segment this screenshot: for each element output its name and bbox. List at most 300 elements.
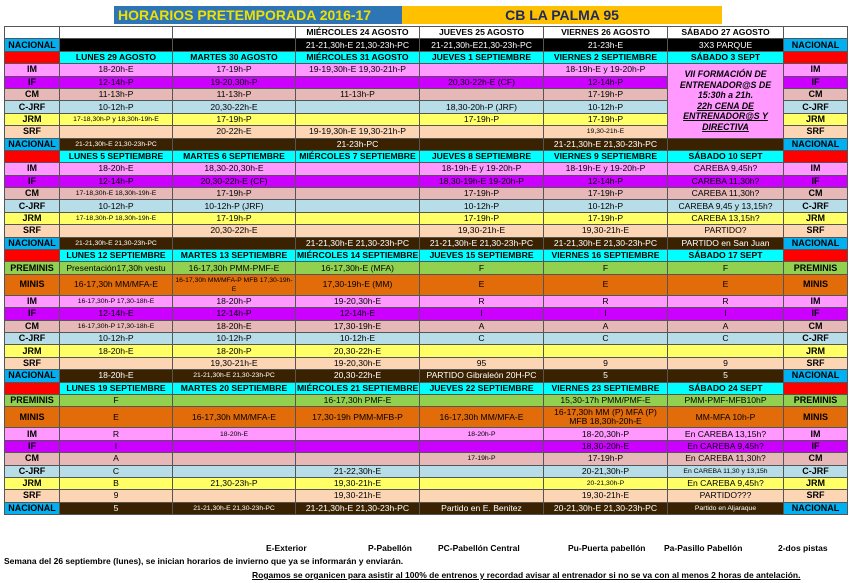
team-label: IM bbox=[5, 295, 60, 307]
team-label: NACIONAL bbox=[5, 237, 60, 249]
schedule-cell: 17-19h-P bbox=[173, 212, 296, 224]
team-label bbox=[784, 150, 848, 162]
schedule-cell: 20-21,30h-P bbox=[544, 477, 668, 489]
schedule-cell bbox=[420, 394, 544, 406]
schedule-cell: 10-12h-P bbox=[60, 101, 173, 113]
schedule-cell: 21-23h-PC bbox=[296, 138, 420, 150]
legend-item: E-Exterior bbox=[266, 543, 307, 553]
schedule-cell: I bbox=[420, 308, 544, 320]
schedule-cell bbox=[296, 188, 420, 200]
schedule-cell: 20,30-22h-E bbox=[173, 225, 296, 237]
schedule-row bbox=[5, 308, 848, 320]
schedule-cell: 18-20h-P bbox=[173, 295, 296, 307]
team-label: CM bbox=[5, 453, 60, 465]
team-label bbox=[5, 382, 60, 394]
schedule-cell: 10-12h-P bbox=[60, 200, 173, 212]
schedule-cell: En CAREBA 9,45h? bbox=[668, 477, 784, 489]
schedule-cell: 19,30-21h-E bbox=[173, 357, 296, 369]
team-label: CM bbox=[5, 320, 60, 332]
schedule-cell: C bbox=[544, 332, 668, 344]
schedule-cell: 19-20,30h-E bbox=[296, 295, 420, 307]
schedule-cell: I bbox=[60, 440, 173, 452]
schedule-row bbox=[5, 332, 848, 344]
note-line: 15:30h a 21h. bbox=[697, 90, 754, 101]
schedule-cell: LUNES 12 SEPTIEMBRE bbox=[60, 250, 173, 262]
schedule-cell: E bbox=[60, 407, 173, 428]
schedule-cell bbox=[420, 88, 544, 100]
schedule-cell: 18,30-20h-E bbox=[544, 440, 668, 452]
schedule-cell: 21-21,30h-E21,30-23h-PC bbox=[420, 39, 544, 51]
schedule-row bbox=[5, 453, 848, 465]
team-label bbox=[784, 27, 848, 39]
schedule-cell bbox=[296, 113, 420, 125]
schedule-row bbox=[5, 407, 848, 428]
schedule-row bbox=[5, 138, 848, 150]
schedule-cell: 18-20h-P bbox=[420, 428, 544, 440]
schedule-cell: 18-20,30h-P bbox=[544, 428, 668, 440]
note-line: ENTRENADOR@S DE bbox=[679, 79, 772, 90]
team-label: JRM bbox=[784, 345, 848, 357]
schedule-cell: 20,30-22h-E (CF) bbox=[420, 76, 544, 88]
schedule-row bbox=[5, 200, 848, 212]
schedule-cell: 21-21,30h-E 21,30-23h-PC bbox=[173, 502, 296, 514]
team-label: JRM bbox=[784, 212, 848, 224]
schedule-cell: CAREBA 11,30h? bbox=[668, 188, 784, 200]
schedule-row bbox=[5, 163, 848, 175]
schedule-cell: 10-12h-P bbox=[544, 200, 668, 212]
team-label bbox=[5, 150, 60, 162]
team-label: NACIONAL bbox=[5, 39, 60, 51]
schedule-cell: 17,30-19h PMM-MFB-P bbox=[296, 407, 420, 428]
schedule-cell: I bbox=[668, 308, 784, 320]
schedule-cell: 17-19h-P bbox=[420, 453, 544, 465]
team-label: CM bbox=[5, 188, 60, 200]
schedule-cell: F bbox=[60, 394, 173, 406]
schedule-cell: 18-20h-P bbox=[173, 345, 296, 357]
schedule-cell: 17-18,30h-P 18,30h-19h-E bbox=[60, 212, 173, 224]
team-label: IM bbox=[784, 428, 848, 440]
note-line: 22h CENA DE bbox=[697, 100, 754, 111]
schedule-cell: R bbox=[60, 428, 173, 440]
schedule-cell bbox=[173, 453, 296, 465]
schedule-cell bbox=[60, 225, 173, 237]
schedule-cell: 16-17,30h-P 17,30-18h-E bbox=[60, 295, 173, 307]
team-label: CM bbox=[784, 453, 848, 465]
legend bbox=[4, 543, 847, 555]
schedule-table bbox=[4, 26, 848, 515]
schedule-cell bbox=[296, 428, 420, 440]
schedule-cell: 21,30-23h-P bbox=[173, 477, 296, 489]
team-label bbox=[784, 51, 848, 63]
schedule-cell: 21-21,30h-E 21,30-23h-PC bbox=[296, 237, 420, 249]
schedule-cell: E bbox=[668, 274, 784, 295]
schedule-row bbox=[5, 382, 848, 394]
schedule-row bbox=[5, 320, 848, 332]
team-label: SRF bbox=[5, 490, 60, 502]
team-label: IF bbox=[784, 308, 848, 320]
legend-item: P-Pabellón bbox=[368, 543, 412, 553]
schedule-cell: LUNES 19 SEPTIEMBRE bbox=[60, 382, 173, 394]
schedule-cell: MM-MFA 10h-P bbox=[668, 407, 784, 428]
schedule-cell: 12-14h-P bbox=[60, 76, 173, 88]
team-label: SRF bbox=[5, 225, 60, 237]
schedule-cell: 17-19h-P bbox=[544, 453, 668, 465]
schedule-cell: 19,30-21h-E bbox=[296, 477, 420, 489]
schedule-cell: F bbox=[420, 262, 544, 274]
schedule-cell: C bbox=[668, 332, 784, 344]
coach-training-note bbox=[668, 64, 784, 138]
schedule-row bbox=[5, 39, 848, 51]
schedule-cell bbox=[60, 357, 173, 369]
schedule-cell: JUEVES 25 AGOSTO bbox=[420, 27, 544, 39]
team-label: JRM bbox=[5, 477, 60, 489]
schedule-cell: E bbox=[544, 274, 668, 295]
schedule-row bbox=[5, 237, 848, 249]
schedule-row bbox=[5, 150, 848, 162]
schedule-cell bbox=[296, 200, 420, 212]
schedule-cell: 16-17,30h PMM-PMF-E bbox=[173, 262, 296, 274]
team-label: IF bbox=[5, 76, 60, 88]
schedule-cell: 17,30-19h-E bbox=[296, 320, 420, 332]
schedule-cell: 18-20h-E bbox=[60, 345, 173, 357]
schedule-row bbox=[5, 175, 848, 187]
schedule-cell bbox=[296, 212, 420, 224]
team-label: CM bbox=[5, 88, 60, 100]
team-label: IM bbox=[784, 295, 848, 307]
team-label: C-JRF bbox=[784, 200, 848, 212]
schedule-cell: 21-21,30h-E 21,30-23h-PC bbox=[60, 237, 173, 249]
team-label: CM bbox=[784, 88, 848, 100]
team-label: JRM bbox=[784, 113, 848, 125]
team-label: IF bbox=[784, 76, 848, 88]
schedule-row bbox=[5, 51, 848, 63]
schedule-cell: 18-19h-E y 19-20h-P bbox=[544, 64, 668, 76]
team-label: SRF bbox=[5, 357, 60, 369]
schedule-row bbox=[5, 27, 848, 39]
schedule-cell: 5 bbox=[668, 370, 784, 382]
schedule-cell: LUNES 29 AGOSTO bbox=[60, 51, 173, 63]
schedule-cell: 21-21,30h-E 21,30-23h-PC bbox=[420, 237, 544, 249]
team-label: IM bbox=[5, 64, 60, 76]
schedule-cell: 21-21,30h-E 21,30-23h-PC bbox=[60, 138, 173, 150]
schedule-cell: 16-17,30h MM (P) MFA (P) MFB 18,30h-20h-E bbox=[544, 407, 668, 428]
team-label: PREMINIS bbox=[5, 262, 60, 274]
note-line: VII FORMACIÓN DE bbox=[684, 69, 767, 80]
team-label: IF bbox=[784, 440, 848, 452]
schedule-cell: 20-22h-E bbox=[173, 126, 296, 138]
schedule-row bbox=[5, 274, 848, 295]
schedule-cell: 17-18,30h-E 18,30h-19h-E bbox=[60, 188, 173, 200]
team-label: IF bbox=[784, 175, 848, 187]
schedule-cell bbox=[420, 64, 544, 76]
team-label: IM bbox=[784, 64, 848, 76]
schedule-cell: En CAREBA 11,30h? bbox=[668, 453, 784, 465]
schedule-cell: CAREBA 9,45 y 13,15h? bbox=[668, 200, 784, 212]
schedule-cell: 5 bbox=[544, 370, 668, 382]
schedule-cell: SÁBADO 24 SEPT bbox=[668, 382, 784, 394]
schedule-cell: VIERNES 23 SEPTIEMBRE bbox=[544, 382, 668, 394]
schedule-cell: 19-20,30h-E bbox=[296, 357, 420, 369]
schedule-cell: 20,30-22h-E bbox=[296, 345, 420, 357]
schedule-cell: MARTES 13 SEPTIEMBRE bbox=[173, 250, 296, 262]
schedule-row bbox=[5, 345, 848, 357]
schedule-cell: MARTES 6 SEPTIEMBRE bbox=[173, 150, 296, 162]
schedule-cell bbox=[296, 175, 420, 187]
schedule-cell: MIÉRCOLES 7 SEPTIEMBRE bbox=[296, 150, 420, 162]
schedule-cell: 17-19h-P bbox=[420, 113, 544, 125]
schedule-cell: 19,30-21h-E bbox=[544, 225, 668, 237]
schedule-cell: 21-23h-E bbox=[544, 39, 668, 51]
title-banner bbox=[114, 6, 722, 24]
schedule-cell bbox=[420, 440, 544, 452]
schedule-cell bbox=[296, 163, 420, 175]
footer-note-winter: Semana del 26 septiembre (lunes), se inician horarios de invierno que ya se informarán y enviarán. bbox=[4, 556, 404, 566]
schedule-cell: I bbox=[544, 308, 668, 320]
schedule-cell bbox=[296, 101, 420, 113]
schedule-cell: 95 bbox=[420, 357, 544, 369]
schedule-row bbox=[5, 490, 848, 502]
team-label: SRF bbox=[784, 357, 848, 369]
team-label: MINIS bbox=[784, 274, 848, 295]
schedule-cell: 19,30-21h-E bbox=[544, 490, 668, 502]
schedule-cell: C bbox=[420, 332, 544, 344]
schedule-cell bbox=[544, 345, 668, 357]
schedule-cell: 11-13h-P bbox=[60, 88, 173, 100]
team-label: IF bbox=[5, 440, 60, 452]
team-label: NACIONAL bbox=[5, 370, 60, 382]
schedule-cell: MIÉRCOLES 21 SEPTIEMBRE bbox=[297, 382, 419, 393]
schedule-cell: 18-19h-E y 19-20h-P bbox=[544, 163, 668, 175]
schedule-cell: A bbox=[60, 453, 173, 465]
team-label: CM bbox=[784, 320, 848, 332]
schedule-cell bbox=[296, 440, 420, 452]
schedule-cell: CAREBA 13,15h? bbox=[668, 212, 784, 224]
schedule-cell: 21-21,30h-E 21,30-23h-PC bbox=[296, 39, 420, 51]
schedule-cell: 18-20h-E bbox=[60, 163, 173, 175]
schedule-cell: 16-17,30h-P 17,30-18h-E bbox=[60, 320, 173, 332]
schedule-cell: 16-17,30h PMF-E bbox=[296, 394, 420, 406]
schedule-cell: 20,30-22h-E bbox=[296, 370, 420, 382]
team-label: NACIONAL bbox=[784, 370, 848, 382]
schedule-cell: 10-12h-E bbox=[296, 332, 420, 344]
team-label: MINIS bbox=[5, 407, 60, 428]
schedule-cell: 20-21,30h-P bbox=[544, 465, 668, 477]
team-label: JRM bbox=[784, 477, 848, 489]
schedule-cell: 19,30-21h-E bbox=[420, 225, 544, 237]
schedule-cell: C bbox=[60, 465, 173, 477]
schedule-cell: 21-21,30h-E 21,30-23h-PC bbox=[296, 502, 420, 514]
schedule-cell: JUEVES 1 SEPTIEMBRE bbox=[420, 51, 544, 63]
schedule-cell bbox=[420, 126, 544, 138]
legend-item: 2-dos pistas bbox=[778, 543, 828, 553]
schedule-cell: 12-14h-P bbox=[544, 76, 668, 88]
schedule-cell: PMM-PMF-MFB10hP bbox=[668, 394, 784, 406]
schedule-cell bbox=[296, 453, 420, 465]
schedule-cell: 17-19h-P bbox=[544, 212, 668, 224]
team-label bbox=[5, 51, 60, 63]
team-label: C-JRF bbox=[784, 101, 848, 113]
schedule-cell: 19,30-21h-E bbox=[296, 490, 420, 502]
schedule-cell bbox=[420, 138, 544, 150]
team-label: SRF bbox=[784, 490, 848, 502]
schedule-cell: 20-21,30h-E 21,30-23h-PC bbox=[544, 502, 668, 514]
schedule-cell: 18,30-20,30h-E bbox=[173, 163, 296, 175]
schedule-cell: MIÉRCOLES 24 AGOSTO bbox=[296, 27, 420, 39]
schedule-cell bbox=[173, 27, 296, 39]
schedule-cell: MARTES 20 SEPTIEMBRE bbox=[173, 382, 296, 394]
schedule-row bbox=[5, 428, 848, 440]
schedule-cell bbox=[173, 465, 296, 477]
schedule-cell: A bbox=[420, 320, 544, 332]
schedule-cell: Presentación17,30h vestu bbox=[60, 262, 173, 274]
team-label: C-JRF bbox=[5, 332, 60, 344]
schedule-cell bbox=[668, 138, 784, 150]
team-label: IF bbox=[5, 308, 60, 320]
schedule-cell: B bbox=[60, 477, 173, 489]
schedule-row bbox=[5, 250, 848, 262]
schedule-cell: 3X3 PARQUE bbox=[668, 39, 784, 51]
schedule-cell: En CAREBA 13,15h? bbox=[668, 428, 784, 440]
team-label: IM bbox=[784, 163, 848, 175]
team-label: IM bbox=[5, 428, 60, 440]
schedule-cell: LUNES 5 SEPTIEMBRE bbox=[60, 150, 173, 162]
club-name: CB LA PALMA 95 bbox=[402, 6, 722, 24]
schedule-cell: 10-12h-P bbox=[544, 101, 668, 113]
note-line: DIRECTIVA bbox=[702, 121, 749, 132]
schedule-cell: Partido en Aljaraque bbox=[668, 502, 784, 514]
team-label: C-JRF bbox=[5, 200, 60, 212]
team-label: NACIONAL bbox=[784, 237, 848, 249]
schedule-row bbox=[5, 440, 848, 452]
team-label bbox=[784, 250, 848, 262]
schedule-cell: SÁBADO 3 SEPT bbox=[668, 51, 784, 63]
schedule-cell: 19-19,30h-E 19,30-21h-P bbox=[296, 64, 420, 76]
schedule-cell bbox=[173, 138, 296, 150]
schedule-cell: R bbox=[668, 295, 784, 307]
schedule-cell bbox=[420, 477, 544, 489]
team-label: C-JRF bbox=[5, 465, 60, 477]
footer-note-attendance: Rogamos se organicen para asistir al 100% de entrenos y recordad avisar al entrenador si no se va con al menos 2 horas de antelación. bbox=[252, 570, 801, 580]
schedule-row bbox=[5, 295, 848, 307]
schedule-cell bbox=[668, 345, 784, 357]
schedule-cell: 11-13h-P bbox=[173, 88, 296, 100]
page-title: HORARIOS PRETEMPORADA 2016-17 bbox=[114, 6, 402, 24]
schedule-row bbox=[5, 225, 848, 237]
schedule-cell: SÁBADO 27 AGOSTO bbox=[668, 27, 784, 39]
schedule-cell: 16-17,30h MM/MFA-E bbox=[173, 407, 296, 428]
schedule-cell: CAREBA 9,45h? bbox=[668, 163, 784, 175]
schedule-row bbox=[5, 394, 848, 406]
schedule-cell bbox=[173, 39, 296, 51]
team-label: C-JRF bbox=[784, 465, 848, 477]
schedule-row bbox=[5, 262, 848, 274]
schedule-cell: MIÉRCOLES 31 AGOSTO bbox=[296, 51, 420, 63]
schedule-cell: VIERNES 26 AGOSTO bbox=[544, 27, 668, 39]
schedule-cell: A bbox=[544, 320, 668, 332]
schedule-cell: VIERNES 9 SEPTIEMBRE bbox=[544, 150, 668, 162]
schedule-cell: 10-12h-P bbox=[60, 332, 173, 344]
team-label: SRF bbox=[784, 126, 848, 138]
team-label: IF bbox=[5, 175, 60, 187]
schedule-row bbox=[5, 357, 848, 369]
schedule-cell: 21-21,30h-E 21,30-23h-PC bbox=[544, 138, 668, 150]
schedule-cell: 20,30-22h-E bbox=[173, 101, 296, 113]
schedule-cell: 12-14h-E bbox=[60, 308, 173, 320]
schedule-cell: En CAREBA 11,30 y 13,15h bbox=[668, 465, 784, 477]
schedule-cell: SÁBADO 17 SEPT bbox=[668, 250, 784, 262]
team-label bbox=[5, 250, 60, 262]
schedule-cell: 18-20h-E bbox=[60, 64, 173, 76]
schedule-cell bbox=[420, 345, 544, 357]
schedule-cell: 16-17,30h MM/MFA-E bbox=[420, 407, 544, 428]
schedule-row bbox=[5, 64, 848, 76]
schedule-cell: 19,30-21h-E bbox=[544, 126, 668, 138]
schedule-cell: 9 bbox=[60, 490, 173, 502]
team-label: NACIONAL bbox=[5, 502, 60, 514]
schedule-cell: En CAREBA 9,45h? bbox=[668, 440, 784, 452]
schedule-row bbox=[5, 502, 848, 514]
schedule-row bbox=[5, 370, 848, 382]
team-label: C-JRF bbox=[784, 332, 848, 344]
schedule-cell bbox=[296, 76, 420, 88]
legend-item: Pa-Pasillo Pabellón bbox=[664, 543, 743, 553]
schedule-cell: 17,30-19h-E (MM) bbox=[296, 274, 420, 295]
schedule-cell bbox=[296, 225, 420, 237]
schedule-cell: 17-19h-P bbox=[173, 64, 296, 76]
schedule-cell bbox=[173, 440, 296, 452]
schedule-row bbox=[5, 465, 848, 477]
schedule-cell: PARTIDO en San Juan bbox=[668, 237, 784, 249]
team-label: MINIS bbox=[5, 274, 60, 295]
schedule-cell: F bbox=[668, 262, 784, 274]
schedule-cell: 9 bbox=[668, 357, 784, 369]
schedule-cell: PARTIDO??? bbox=[668, 490, 784, 502]
schedule-row bbox=[5, 212, 848, 224]
team-label: NACIONAL bbox=[5, 138, 60, 150]
schedule-cell: MARTES 30 AGOSTO bbox=[173, 51, 296, 63]
team-label bbox=[784, 382, 848, 394]
schedule-cell: 17-19h-P bbox=[420, 212, 544, 224]
schedule-cell: JUEVES 8 SEPTIEMBRE bbox=[420, 150, 544, 162]
schedule-cell: A bbox=[668, 320, 784, 332]
team-label: JRM bbox=[5, 212, 60, 224]
schedule-cell bbox=[173, 394, 296, 406]
team-label: NACIONAL bbox=[784, 138, 848, 150]
schedule-cell: 5 bbox=[60, 502, 173, 514]
schedule-cell bbox=[60, 126, 173, 138]
schedule-cell bbox=[420, 490, 544, 502]
team-label: NACIONAL bbox=[784, 39, 848, 51]
schedule-cell bbox=[420, 465, 544, 477]
schedule-cell: 12-14h-P bbox=[60, 175, 173, 187]
schedule-cell: 19-19,30h-E 19,30-21h-P bbox=[296, 126, 420, 138]
team-label: NACIONAL bbox=[784, 502, 848, 514]
schedule-cell: 21-21,30h-E 21,30-23h-PC bbox=[544, 237, 668, 249]
schedule-cell: 9 bbox=[544, 357, 668, 369]
schedule-cell: 11-13h-P bbox=[296, 88, 420, 100]
schedule-row bbox=[5, 477, 848, 489]
team-label: SRF bbox=[5, 126, 60, 138]
schedule-cell: 12-14h-P bbox=[544, 175, 668, 187]
team-label bbox=[5, 27, 60, 39]
schedule-cell bbox=[60, 27, 173, 39]
schedule-cell: 18-19h-E y 19-20h-P bbox=[420, 163, 544, 175]
schedule-cell: PARTIDO Gibraleón 20H-PC bbox=[420, 370, 544, 382]
schedule-cell: 20,30-22h-E (CF) bbox=[173, 175, 296, 187]
schedule-cell: 17-19h-P bbox=[544, 188, 668, 200]
team-label: CM bbox=[784, 188, 848, 200]
schedule-cell: 18-20h-E bbox=[173, 428, 296, 440]
